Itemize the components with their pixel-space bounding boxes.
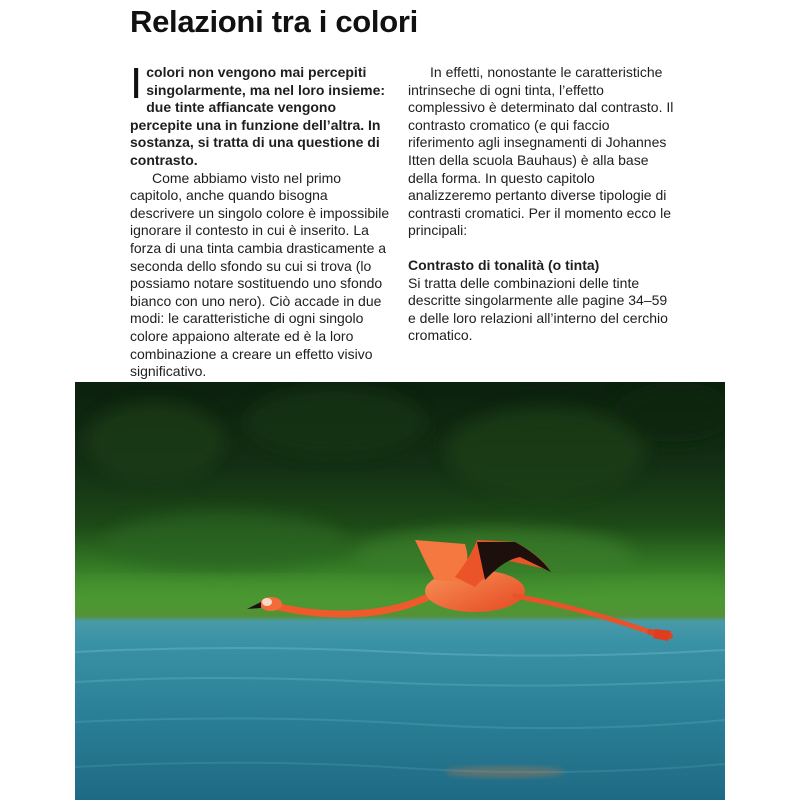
grass-band bbox=[75, 577, 725, 617]
page-title: Relazioni tra i colori bbox=[130, 4, 418, 39]
right-body-paragraph: In effetti, nonostante le caratteristiche intrinseche di ogni tinta, l’effetto complessivo è determinato dal contrasto. Il contrasto cromatico (e qui faccio riferimento agli insegnamenti di Johannes Itten della scuola Bauhaus) è alla base della forma. In questo capitolo analizzeremo pertanto diverse tipologie di contrasti cromatici. Per il momento ecco le principali: bbox=[408, 64, 674, 239]
lead-paragraph bbox=[130, 59, 394, 170]
drop-cap: I bbox=[130, 59, 143, 108]
left-text-column bbox=[130, 59, 394, 381]
flamingo-reflection bbox=[445, 766, 565, 778]
left-body-paragraph: Come abbiamo visto nel primo capitolo, anche quando bisogna descrivere un singolo colore è impossibile ignorare il contesto in cui è inserito. La forza di una tinta cambia drasticamente a seconda dello sfondo su cui si trova (lo possiamo notare sostituendo uno sfondo bianco con uno nero). Ciò accade in due modi: le caratteristiche di ogni singolo colore appaiono alterate ed è la loro combinazione a creare un effetto visivo significativo. bbox=[130, 169, 390, 380]
section-subheading: Contrasto di tonalità (o tinta) bbox=[408, 256, 600, 273]
flamingo-photo bbox=[75, 382, 725, 800]
lead-text: colori non vengono mai percepiti singolarmente, ma nel loro insieme: due tinte affiancate vengono percepite una in funzione dell’altra. In sostanza, si tratta di una questione di contrasto. bbox=[130, 64, 386, 168]
right-text-column bbox=[408, 64, 678, 345]
subsection-paragraph: Si tratta delle combinazioni delle tinte descritte singolarmente alle pagine 34–59 e delle loro relazioni all’interno del cerchio cromatico. bbox=[408, 274, 668, 344]
